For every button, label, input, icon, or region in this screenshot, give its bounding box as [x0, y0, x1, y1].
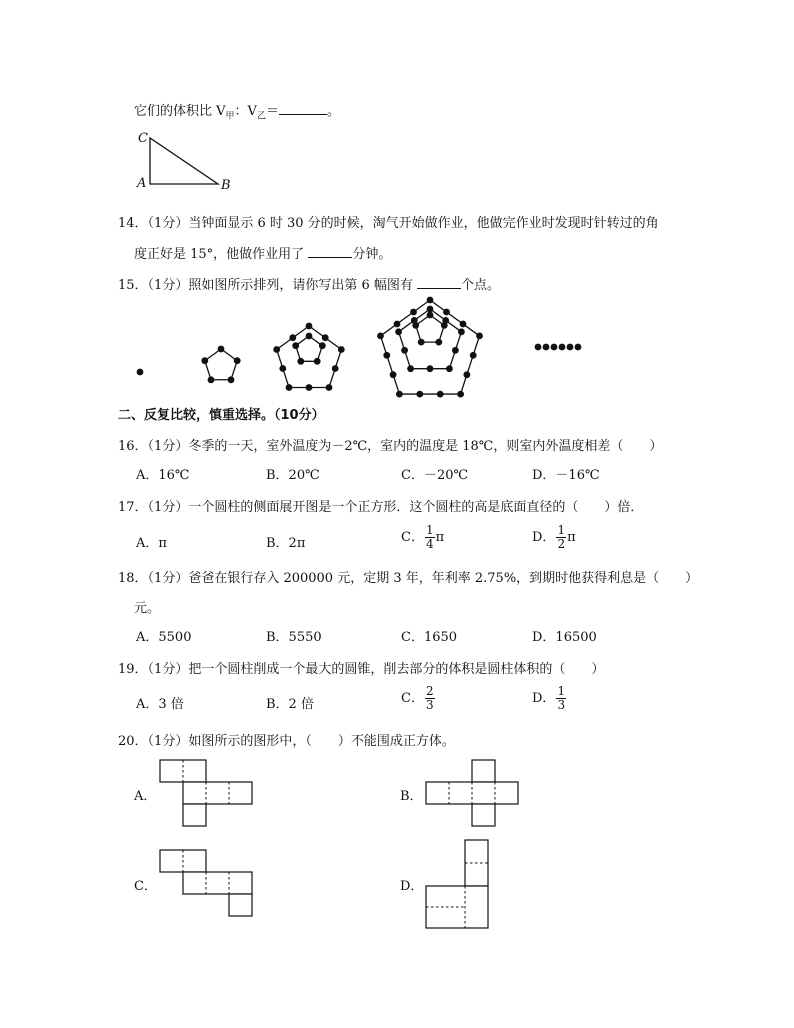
q17-option-d[interactable]: D． $\frac{1}{2}$ π: [532, 523, 576, 551]
pattern-dot: [464, 371, 471, 378]
q16-option-a[interactable]: A．16℃: [136, 468, 190, 483]
pattern-dot: [396, 391, 403, 398]
q14-answer-blank[interactable]: [308, 245, 352, 258]
pattern-dot: [332, 365, 339, 372]
pattern-dot: [401, 347, 408, 354]
q20-net-a[interactable]: [158, 756, 258, 828]
q17-options: [136, 524, 696, 556]
pattern-dot: [470, 352, 477, 359]
q18-options: [136, 626, 696, 648]
pattern-dot: [314, 358, 321, 365]
pattern-dot: [427, 312, 434, 319]
pattern-dot: [306, 333, 313, 340]
q19-option-b[interactable]: B．2 倍: [266, 697, 314, 712]
pattern-dot: [234, 357, 241, 364]
pattern-dot: [427, 306, 434, 313]
pattern-dot: [218, 346, 225, 353]
pattern-dot: [535, 344, 542, 351]
q18-option-b[interactable]: B．5550: [266, 630, 322, 645]
pattern-dot: [442, 317, 449, 324]
pattern-dot: [446, 365, 453, 372]
pattern-dot: [292, 342, 299, 349]
q20-option-c-label[interactable]: C．: [134, 879, 157, 894]
pattern-dot: [575, 344, 582, 351]
q19-option-c-fraction: $\frac{2}{3}$: [425, 684, 434, 712]
q18-option-d[interactable]: D．16500: [532, 630, 597, 645]
pattern-dot: [286, 384, 293, 391]
pattern-dot: [322, 334, 329, 341]
q14-stem-line1: 14．（1分）当钟面显示 6 时 30 分的时候，淘气开始做作业，他做完作业时发现时针转过的角: [118, 216, 659, 231]
pattern-dot: [279, 365, 286, 372]
q20-net-b[interactable]: [424, 756, 524, 828]
pattern-dot: [394, 321, 401, 328]
pattern-dot: [297, 358, 304, 365]
q16-option-b[interactable]: B．20℃: [266, 468, 320, 483]
q16-stem: 16．（1分）冬季的一天，室外温度为－2℃，室内的温度是 18℃，则室内外温度相差（ ）: [118, 439, 663, 454]
pentagon-dot-pattern-figure: [124, 300, 604, 395]
pattern-dot: [289, 334, 296, 341]
q17-stem: 17．（1分）一个圆柱的侧面展开图是一个正方形．这个圆柱的高是底面直径的（ ）倍．: [118, 500, 644, 515]
pattern-dot: [411, 317, 418, 324]
triangle-label-a: A: [137, 176, 147, 191]
pattern-dot: [457, 391, 464, 398]
pattern-dot: [559, 344, 566, 351]
pattern-dot: [416, 391, 423, 398]
pentagon-outline: [296, 336, 323, 361]
q17-option-c-fraction: $\frac{1}{4}$: [425, 523, 434, 551]
q20-option-b-label[interactable]: B．: [400, 789, 423, 804]
pattern-dot: [427, 297, 434, 304]
pattern-dot: [476, 333, 483, 340]
q15-answer-blank[interactable]: [417, 276, 461, 289]
q19-option-d[interactable]: D． $\frac{1}{3}$: [532, 684, 566, 712]
q17-option-a[interactable]: A．π: [136, 536, 167, 551]
q16-option-d[interactable]: D．－16℃: [532, 468, 600, 483]
pattern-dot: [567, 344, 574, 351]
pattern-dot: [137, 369, 144, 376]
pattern-dot: [338, 346, 345, 353]
pattern-dot: [437, 391, 444, 398]
pattern-dot: [452, 347, 459, 354]
q18-stem-continued: 元。: [134, 601, 161, 616]
q19-options: [136, 685, 696, 717]
pattern-dot: [418, 339, 425, 346]
pattern-dot: [543, 344, 550, 351]
q13-volume-ratio-line: 它们的体积比 $V_甲$：$V_乙=$ 。: [134, 104, 340, 122]
pentagon-outline: [416, 315, 445, 342]
pattern-dot: [458, 328, 465, 335]
q19-option-d-fraction: $\frac{1}{3}$: [557, 684, 566, 712]
pattern-dot: [410, 309, 417, 316]
q18-option-a[interactable]: A．5500: [136, 630, 192, 645]
q15-stem: 15．（1分）照如图所示排列，请你写出第 6 幅图有 个点。: [118, 278, 500, 293]
q17-option-b[interactable]: B．2π: [266, 536, 306, 551]
q14-stem-line2: 度正好是 15°，他做作业用了 分钟。: [134, 247, 392, 262]
pattern-dot: [306, 384, 313, 391]
pattern-dot: [228, 376, 235, 383]
q16-options: [136, 464, 696, 486]
pattern-dot: [435, 339, 442, 346]
pattern-dot: [460, 321, 467, 328]
pattern-dot: [407, 365, 414, 372]
q18-stem: 18．（1分）爸爸在银行存入 200000 元，定期 3 年，年利率 2.75%，到期时他获得利息是（ ）: [118, 571, 699, 586]
q17-option-d-fraction: $\frac{1}{2}$: [557, 523, 566, 551]
pattern-dot: [390, 371, 397, 378]
q19-stem: 19．（1分）把一个圆柱削成一个最大的圆锥，削去部分的体积是圆柱体积的（ ）: [118, 662, 605, 677]
q16-option-c[interactable]: C．－20℃: [401, 468, 469, 483]
pattern-dot: [377, 333, 384, 340]
pattern-dot: [427, 365, 434, 372]
q20-option-d-label[interactable]: D．: [400, 879, 424, 894]
q13-answer-blank[interactable]: [279, 102, 327, 115]
pattern-dot: [443, 309, 450, 316]
triangle-label-b: B: [221, 178, 231, 193]
q19-option-c[interactable]: C． $\frac{2}{3}$: [401, 684, 434, 712]
q17-option-c[interactable]: C． $\frac{1}{4}$ π: [401, 523, 445, 551]
q20-option-a-label[interactable]: A．: [134, 789, 157, 804]
q20-net-c[interactable]: [158, 846, 258, 918]
pattern-dot: [395, 328, 402, 335]
pattern-dot: [208, 376, 215, 383]
triangle-label-c: C: [138, 131, 148, 146]
pattern-dot: [383, 352, 390, 359]
q18-option-c[interactable]: C．1650: [401, 630, 458, 645]
pattern-dot: [551, 344, 558, 351]
q20-stem: 20．（1分）如图所示的图形中，（ ）不能围成正方体。: [118, 734, 455, 749]
pattern-dot: [326, 384, 333, 391]
pattern-dot: [201, 357, 208, 364]
pattern-dot: [319, 342, 326, 349]
pattern-dot: [273, 346, 280, 353]
section-2-title: 二、反复比较，慎重选择。（10分）: [118, 408, 325, 423]
q20-net-d[interactable]: [424, 836, 524, 932]
q19-option-a[interactable]: A．3 倍: [136, 697, 184, 712]
pentagon-outline: [205, 349, 237, 380]
pattern-dot: [306, 323, 313, 330]
